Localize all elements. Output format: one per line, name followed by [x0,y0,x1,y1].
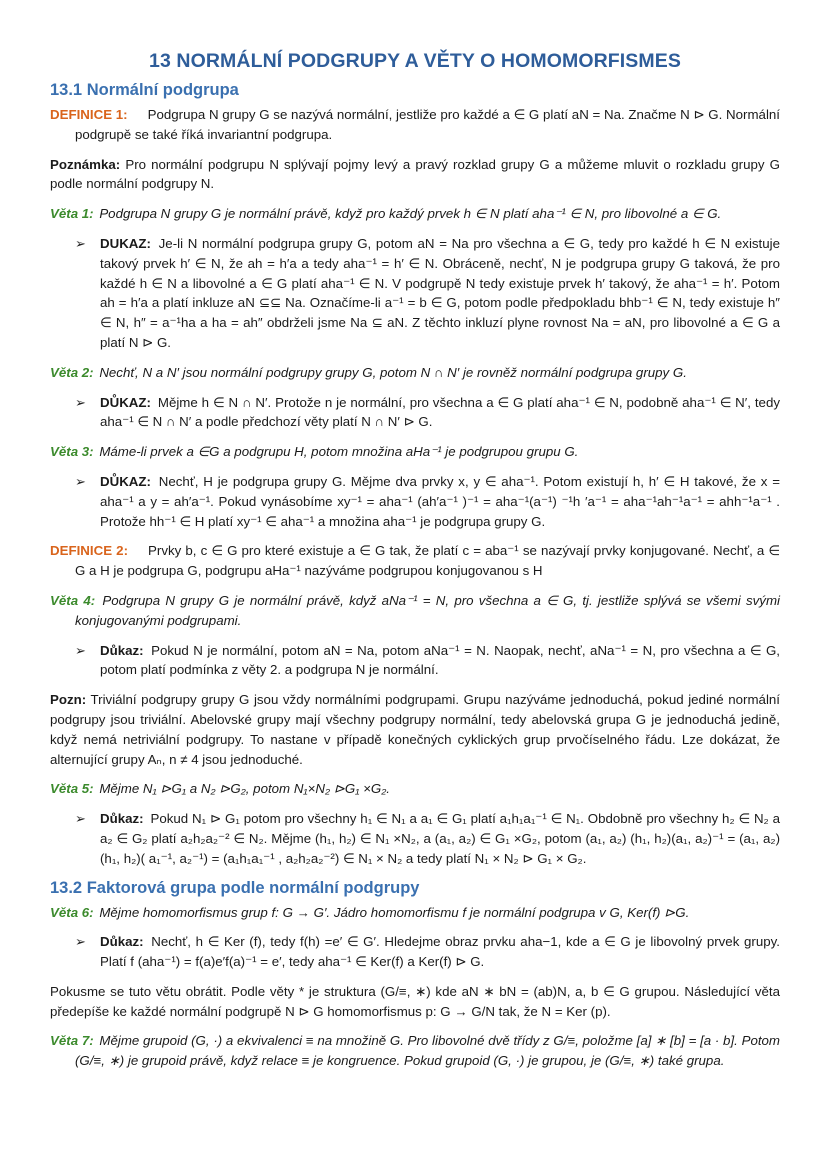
proof-3-text: Nechť, H je podgrupa grupy G. Mějme dva prvky x, y ∈ aha⁻¹. Potom existují h, h′ ∈ H takové, že x = aha⁻¹ a y = ah′a⁻¹. Pokud vynásobíme xy⁻¹ = aha⁻¹ (ah′a⁻¹ )⁻¹ = aha⁻¹(a⁻¹) ⁻¹h ′a⁻¹ = aha⁻¹ah⁻¹a⁻¹ = ahh⁻¹a⁻¹ . Protože hh⁻¹ ∈ H platí xy⁻¹ ∈ aha⁻¹ a množina aha⁻¹ je podgrupa grupy G. [100,473,780,529]
theorem-2 [50,363,780,383]
definition-1-label: DEFINICE 1: [50,107,128,122]
note-1-text: Pro normální podgrupu N splývají pojmy levý a pravý rozklad grupy G a můžeme mluvit o rozkladu grupy G podle normální podgrupy N. [50,156,780,192]
theorem-6 [50,903,780,923]
arrow-bullet-icon: ➢ [75,473,86,489]
theorem-6-label: Věta 6: [50,904,94,920]
arrow-bullet-icon: ➢ [75,811,86,827]
proof-6-label: Důkaz: [100,934,144,950]
definition-2 [50,541,780,581]
document-page [50,50,780,1081]
theorem-7-text: Mějme grupoid (G, ·) a ekvivalenci ≡ na množině G. Pro libovolné dvě třídy z G/≡, položme [a] ∗ [b] = [a · b]. Potom (G/≡, ∗) je grupoid právě, když relace ≡ je kongruence. Pokud grupoid (G, ·) je grupou, je (G/≡, ∗) také grupa. [75,1033,781,1069]
arrow-bullet-icon: ➢ [75,642,86,658]
proof-6-text: Nechť, h ∈ Ker (f), tedy f(h) =e′ ∈ G′. Hledejme obraz prvku aha−1, kde a ∈ G je libovolný prvek grupy. Platí f (aha⁻¹) = f(a)e′f(a)⁻¹ = e′, tedy aha⁻¹ ∈ Ker(f) a Ker(f) ⊳ G. [100,934,780,970]
definition-2-label: DEFINICE 2: [50,543,129,559]
theorem-4-label: Věta 4: [50,592,96,608]
proof-2 [50,393,780,433]
note-1-label: Poznámka: [50,156,121,172]
proof-1-label: DUKAZ: [100,235,151,251]
proof-5-text: Pokud N₁ ⊳ G₁ potom pro všechny h₁ ∈ N₁ a a₁ ∈ G₁ platí a₁h₁a₁⁻¹ ∈ N₁. Obdobně pro všechny h₂ ∈ N₂ a a₂ ∈ G₂ platí a₂h₂a₂⁻² ∈ N₂. Mějme (h₁, h₂) ∈ N₁ ×N₂, a (a₁, a₂) ∈ G₁ ×G₂, potom (a₁, a₂) (h₁, h₂)(a₁, a₂)⁻¹ = (a₁, a₂)(h₁, h₂)( a₁⁻¹, a₂⁻¹) = (a₁h₁a₁⁻¹ , a₂h₂a₂⁻²) ∈ N₁ × N₂ a tedy platí N₁ × N₂ ⊳ G₁ × G₂. [100,811,780,866]
proof-2-label: DŮKAZ: [100,394,151,410]
theorem-5-text: Mějme N₁ ⊳G₁ a N₂ ⊳G₂, potom N₁×N₂ ⊳G₁ ×G₂. [99,781,390,797]
note-2-label: Pozn: [50,692,87,708]
theorem-4 [50,591,780,631]
proof-2-text: Mějme h ∈ N ∩ N′. Protože n je normální, pro všechna a ∈ G platí aha⁻¹ ∈ N, podobně aha⁻¹ ∈ N′, tedy aha⁻¹ ∈ N ∩ N′ a podle předchozí věty platí N ∩ N′ ⊳ G. [100,394,780,430]
theorem-7 [50,1031,780,1071]
theorem-5-label: Věta 5: [50,781,94,797]
definition-1-text: Podgrupa N grupy G se nazývá normální, jestliže pro každé a ∈ G platí aN = Na. Značme N ⊳ G. Normální podgrupě se také říká invariantní podgrupa. [75,107,780,142]
proof-4-text: Pokud N je normální, potom aN = Na, potom aNa⁻¹ = N. Naopak, nechť, aNa⁻¹ = N, pro všechna a ∈ G, potom platí podmínka z věty 2. a podgrupa N je normální. [100,642,780,678]
theorem-5 [50,779,780,799]
arrow-bullet-icon: ➢ [75,235,86,251]
proof-4-label: Důkaz: [100,642,144,658]
proof-1-text: Je-li N normální podgrupa grupy G, potom aN = Na pro všechna a ∈ G, tedy pro každé h ∈ N existuje takový prvek h′ ∈ N, že ah = h′a a tedy aha⁻¹ = h′ ∈ N. Obráceně, nechť, N je podgrupa grupy G taková, že pro každé h ∈ N a libovolné a ∈ G platí aha⁻¹ ∈ N. V podgrupě N tedy existuje prvek h′ takový, že aha⁻¹ = h′. Potom ah = h′a a platí inkluze aN ⊆⊆ Na. Označíme-li a⁻¹ = b ∈ G, potom podle předpokladu bhb⁻¹ ∈ N, tedy existuje h″ ∈ N, h″ = a⁻¹ha a ha = ah″ obdrželi jsme Na ⊆ aN. Z těchto inkluzí plyne rovnost Na = aN, pro libovolné a ∈ G a platí N ⊳ G. [100,235,781,350]
theorem-7-label: Věta 7: [50,1033,94,1049]
proof-6 [50,932,780,972]
arrow-bullet-icon: ➢ [75,394,86,410]
paragraph-1: Pokusme se tuto větu obrátit. Podle věty * je struktura (G/≡, ∗) kde aN ∗ bN = (ab)N, a, b ∈ G grupou. Následující věta předepíše ke každé normální podgrupě N ⊳ G homomorfismus p: G → G/N tak, že N = Ker (p). [50,983,780,1019]
theorem-6-text: Mějme homomorfismus grup f: G → G′. Jádro homomorfismu f je normální podgrupa v G, Ker(f) ⊳G. [99,904,690,920]
theorem-3 [50,442,780,462]
note-2-text: Triviální podgrupy grupy G jsou vždy normálními podgrupami. Grupu nazýváme jednoduchá, pokud jediné normální podgrupy jsou triviální. Abelovské grupy mají všechny podgrupy normální, tedy abelovská grupa G je jednoduchá jedině, když nemá netriviální podgrupy. To nastane v případě konečných cyklických grup prvočíselného řádu. Lze dokázat, že alternující grupy Aₙ, n ≠ 4 jsou jednoduché. [50,692,780,767]
definition-1 [50,105,780,145]
definition-2-text: Prvky b, c ∈ G pro které existuje a ∈ G tak, že platí c = aba⁻¹ se nazývají prvky konjugované. Nechť, a ∈ G a H je podgrupa G, podgrupu aHa⁻¹ nazýváme podgrupou konjugovanou s H [75,543,780,579]
proof-4 [50,641,780,681]
page-title: 13 NORMÁLNÍ PODGRUPY A VĚTY O HOMOMORFISMES [149,50,681,72]
theorem-1-text: Podgrupa N grupy G je normální právě, když pro každý prvek h ∈ N platí aha⁻¹ ∈ N, pro libovolné a ∈ G. [99,206,722,222]
proof-1 [50,234,780,353]
arrow-bullet-icon: ➢ [75,934,86,950]
proof-3 [50,472,780,531]
proof-5-label: Důkaz: [100,811,144,827]
theorem-3-label: Věta 3: [50,444,94,460]
section-heading-2: 13.2 Faktorová grupa podle normální podgrupy [50,878,420,897]
proof-3-label: DŮKAZ: [100,473,151,489]
note-1 [50,155,780,195]
section-heading-1: 13.1 Normální podgrupa [50,81,239,99]
proof-5 [50,809,780,868]
theorem-3-text: Máme-li prvek a ∈G a podgrupu H, potom množina aHa⁻¹ je podgrupou grupu G. [99,444,579,460]
theorem-2-text: Nechť, N a N′ jsou normální podgrupy grupy G, potom N ∩ N′ je rovněž normální podgrupa grupy G. [99,364,687,380]
theorem-4-text: Podgrupa N grupy G je normální právě, když aNa⁻¹ = N, pro všechna a ∈ G, tj. jestliže splývá se všemi svými konjugovanými podgrupami. [75,592,780,628]
theorem-1 [50,204,780,224]
theorem-1-label: Věta 1: [50,206,94,222]
theorem-2-label: Věta 2: [50,364,94,380]
note-2 [50,690,780,769]
